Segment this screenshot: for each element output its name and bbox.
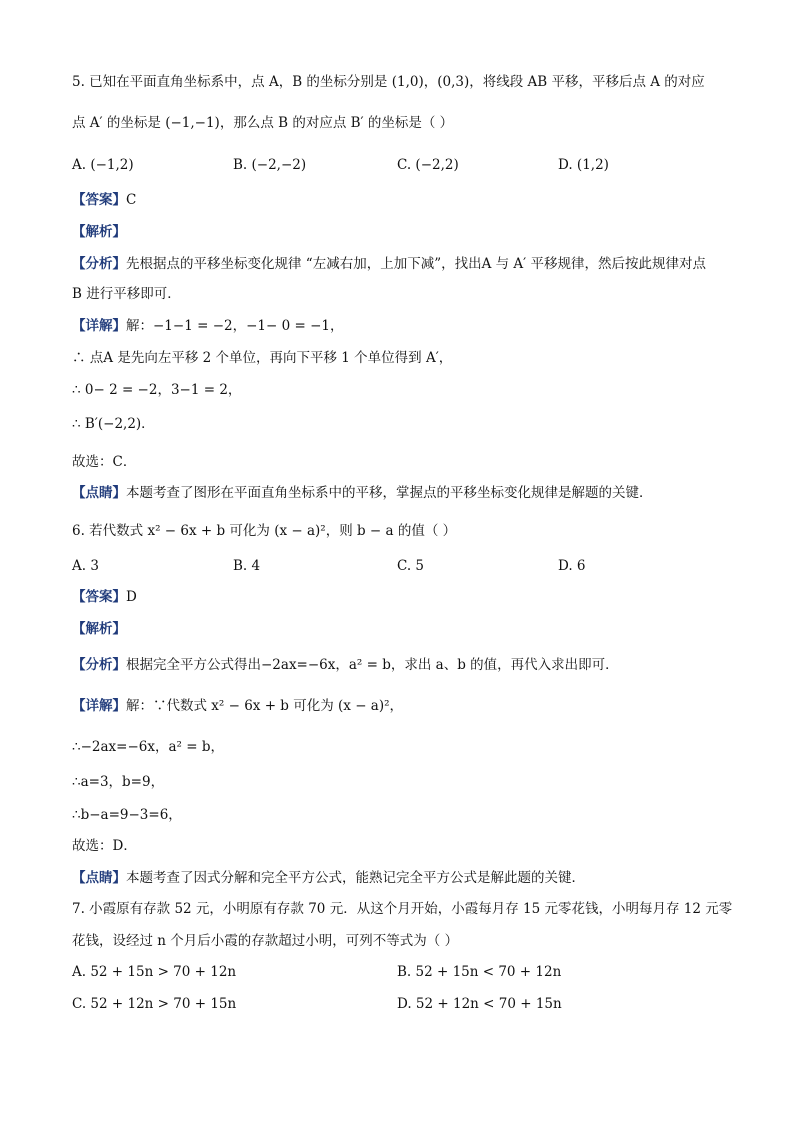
answer-tag: 【答案】 xyxy=(72,192,126,208)
q5-option-b: B. (−2,−2) xyxy=(233,157,307,173)
xiangjie-tag: 【详解】 xyxy=(72,698,126,714)
q7-option-d: D. 52 + 12n < 70 + 15n xyxy=(397,996,562,1012)
fenxi-tag: 【分析】 xyxy=(72,256,126,272)
q5-option-a: A. (−1,2) xyxy=(72,157,134,173)
q6-option-b: B. 4 xyxy=(233,558,261,574)
xiangjie-step: 解：−1−1 = −2，−1− 0 = −1， xyxy=(126,318,344,334)
q6-answer-line xyxy=(72,587,137,607)
q5-xiangjie-line xyxy=(72,316,343,336)
q5-dianjing-line xyxy=(72,483,653,503)
q5-step-5: 故选：C． xyxy=(72,454,137,470)
q7-stem-line-2: 花钱，设经过 n 个月后小霞的存款超过小明，可列不等式为（ ） xyxy=(72,933,459,949)
q6-fenxi-line xyxy=(72,655,619,675)
q5-fenxi-line-1 xyxy=(72,254,706,274)
q7-option-c: C. 52 + 12n > 70 + 15n xyxy=(72,996,237,1012)
q6-stem: 6. 若代数式 x² − 6x + b 可化为 (x − a)²，则 b − a 的值（ ） xyxy=(72,523,457,539)
q5-option-d: D. (1,2) xyxy=(558,157,609,173)
q6-step-2: ∴a=3，b=9， xyxy=(72,774,165,790)
q6-option-a: A. 3 xyxy=(72,558,99,574)
q5-jiexi-tag: 【解析】 xyxy=(72,224,126,240)
q6-dianjing-line xyxy=(72,868,585,888)
q6-xiangjie-line xyxy=(72,696,403,716)
q6-step-4: 故选：D． xyxy=(72,838,137,854)
dianjing-tag: 【点睛】 xyxy=(72,485,126,501)
q7-stem-line-1: 7. 小霞原有存款 52 元，小明原有存款 70 元．从这个月开始，小霞每月存 15 元零花钱，小明每月存 12 元零 xyxy=(72,901,733,917)
dianjing-text: 本题考查了因式分解和完全平方公式，能熟记完全平方公式是解此题的关键． xyxy=(126,870,585,886)
q5-answer-line xyxy=(72,190,136,210)
q6-option-c: C. 5 xyxy=(397,558,425,574)
q7-option-b: B. 52 + 15n < 70 + 12n xyxy=(397,964,562,980)
q5-stem-line-2: 点 A′ 的坐标是 (−1,−1)，那么点 B 的对应点 B′ 的坐标是（ ） xyxy=(72,115,454,131)
q5-step-4: ∴ B′(−2,2)． xyxy=(72,416,155,432)
q5-stem-line-1: 5. 已知在平面直角坐标系中，点 A，B 的坐标分别是 (1,0)，(0,3)，将线段 AB 平移，平移后点 A 的对应 xyxy=(72,74,705,90)
q6-jiexi-tag: 【解析】 xyxy=(72,621,126,637)
fenxi-tag: 【分析】 xyxy=(72,657,126,673)
dianjing-tag: 【点睛】 xyxy=(72,870,126,886)
answer-value: D xyxy=(126,589,137,605)
xiangjie-tag: 【详解】 xyxy=(72,318,126,334)
q6-step-1: ∴−2ax=−6x，a² = b， xyxy=(72,739,224,755)
answer-tag: 【答案】 xyxy=(72,589,126,605)
q6-step-3: ∴b−a=9−3=6， xyxy=(72,807,182,823)
q7-option-a: A. 52 + 15n > 70 + 12n xyxy=(72,964,237,980)
q5-step-2: ∴ 点A 是先向左平移 2 个单位，再向下平移 1 个单位得到 A′， xyxy=(72,350,453,366)
answer-value: C xyxy=(126,192,137,208)
q6-option-d: D. 6 xyxy=(558,558,586,574)
xiangjie-text: 解：∵代数式 x² − 6x + b 可化为 (x − a)²， xyxy=(126,698,404,714)
dianjing-text: 本题考查了图形在平面直角坐标系中的平移，掌握点的平移坐标变化规律是解题的关键． xyxy=(126,485,653,501)
fenxi-text: 先根据点的平移坐标变化规律 “左减右加，上加下减”，找出A 与 A′ 平移规律，然后按此规律对点 xyxy=(126,256,707,272)
q5-option-c: C. (−2,2) xyxy=(397,157,459,173)
fenxi-text: 根据完全平方公式得出−2ax=−6x，a² = b，求出 a、b 的值，再代入求出即可． xyxy=(126,657,619,673)
q5-step-3: ∴ 0− 2 = −2，3−1 = 2， xyxy=(72,382,242,398)
q5-fenxi-line-2: B 进行平移即可． xyxy=(72,286,181,302)
